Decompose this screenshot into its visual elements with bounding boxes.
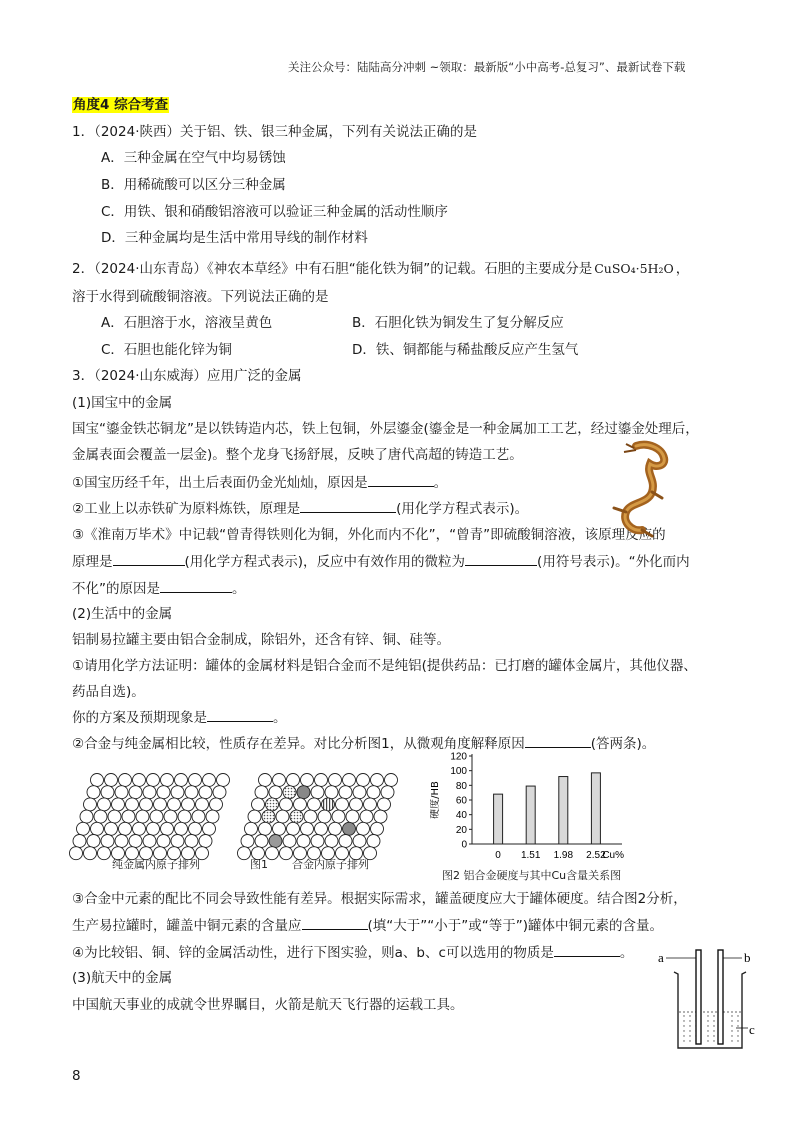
q1-option-a: A．三种金属在空气中均易锈蚀 [101,150,286,166]
x-tick-label: 0 [495,850,501,861]
metal-atom [119,822,132,835]
q3-section2-title: (2)生活中的金属 [72,606,173,622]
y-axis-label: 硬度/HB [430,781,441,819]
pure-metal-lattice [70,774,230,860]
metal-atom [269,786,282,799]
metal-atom [73,835,86,848]
y-tick-label: 20 [455,824,467,836]
metal-atom [360,810,373,823]
metal-atom [304,810,317,823]
bar [559,777,568,844]
y-tick-label: 60 [455,795,467,807]
q2-stem-line2: 溶于水得到硫酸铜溶液。下列说法正确的是 [72,289,329,305]
metal-atom [164,810,177,823]
fig1-label: 图1 [250,858,268,871]
metal-atom [98,798,111,811]
metal-atom [357,822,370,835]
bar [526,786,535,844]
metal-atom [143,786,156,799]
answer-blank [525,733,591,748]
metal-atom [259,774,272,787]
metal-atom [84,847,97,860]
q2-option-d: D．铁、铜都能与稀盐酸反应产生氢气 [352,342,579,358]
y-tick-label: 100 [450,766,467,778]
metal-atom [87,786,100,799]
metal-atom [199,786,212,799]
metal-atom [301,774,314,787]
metal-atom [213,786,226,799]
metal-atom [136,810,149,823]
metal-atom [357,774,370,787]
metal-atom [203,774,216,787]
metal-atom [199,835,212,848]
x-tick-label: 1.51 [520,850,541,861]
metal-atom [245,822,258,835]
metal-atom [101,835,114,848]
metal-atom [189,774,202,787]
q3-2a-line2: 药品自选)。 [72,684,145,700]
metal-atom [143,835,156,848]
q2-option-c: C．石胆也能化锌为铜 [101,342,232,358]
q2-formula: CuSO₄·5H₂O [594,261,674,276]
metal-atom [150,810,163,823]
q3-2c-line2: 生产易拉罐时，罐盖中铜元素的含量应 (填“大于”“小于”或“等于”)罐体中铜元素的含量。 [72,915,663,936]
q3-stem: 3．（2024·山东威海）应用广泛的金属 [72,368,302,384]
metal-atom [252,798,265,811]
metal-atom [280,847,293,860]
fig1-left-caption: 纯金属内原子排列 [112,858,200,871]
x-axis-label: Cu% [602,850,624,861]
metal-atom [175,774,188,787]
alloy-atom [343,822,356,835]
label-b: b [744,950,751,965]
metal-atom [105,774,118,787]
q3-1c: ③《淮南万毕术》中记载“曾青得铁则化为铜，外化而内不化”，“曾青”即硫酸铜溶液，该原理反应的 [72,527,666,543]
q3-paragraph3: 铝制易拉罐主要由铝合金制成，除铝外，还含有锌、铜、硅等。 [72,632,450,648]
metal-atom [364,798,377,811]
metal-atom [378,798,391,811]
answer-blank [554,942,620,957]
fig2-caption: 图2 铝合金硬度与其中Cu含量关系图 [442,869,622,882]
metal-atom [147,822,160,835]
metal-atom [332,810,345,823]
metal-atom [329,774,342,787]
metal-atom [133,822,146,835]
q3-2b: ②合金与纯金属相比较，性质存在差异。对比分析图1，从微观角度解释原因 (答两条)。 [72,733,655,754]
metal-atom [210,798,223,811]
metal-atom [80,810,93,823]
metal-atom [343,774,356,787]
q1-option-d: D．三种金属均是生活中常用导线的制作材料 [101,230,368,246]
metal-atom [108,810,121,823]
metal-atom [115,786,128,799]
metal-atom [259,822,272,835]
metal-atom [283,835,296,848]
metal-atom [336,798,349,811]
metal-atom [248,810,261,823]
metal-atom [154,798,167,811]
metal-atom [112,798,125,811]
metal-atom [367,786,380,799]
metal-atom [129,835,142,848]
y-tick-label: 0 [461,839,467,851]
bar [591,773,600,844]
fig1-right-caption: 合金内原子排列 [292,858,369,871]
metal-atom [280,798,293,811]
electrode-a [696,950,701,1044]
metal-atom [287,774,300,787]
metal-atom [311,835,324,848]
electrode-b [718,950,723,1044]
metal-atom [178,810,191,823]
answer-blank [113,551,185,566]
alloy-atom [297,786,310,799]
metal-atom [350,798,363,811]
q3-section3-title: (3)航天中的金属 [72,970,173,986]
metal-atom [140,798,153,811]
metal-atom [353,786,366,799]
alloy-atom [322,798,335,811]
q3-1a: ①国宝历经千年，出土后表面仍金光灿灿，原因是 。 [72,472,447,493]
metal-atom [185,835,198,848]
metal-atom [367,835,380,848]
alloy-atom [266,798,279,811]
metal-atom [161,774,174,787]
metal-atom [353,835,366,848]
metal-atom [385,774,398,787]
metal-atom [192,810,205,823]
metal-atom [325,835,338,848]
q3-2a: ①请用化学方法证明：罐体的金属材料是铝合金而不是纯铝(提供药品：已打磨的罐体金属片，其他仪器、 [72,658,697,674]
metal-atom [175,822,188,835]
metal-atom [318,810,331,823]
x-tick-label: 2.52 [586,850,606,861]
page-header: 关注公众号：陆陆高分冲刺 ~领取：最新版“小中高考-总复习”、最新试卷下载 [288,60,686,74]
metal-atom [371,774,384,787]
figure2-chart [430,748,660,864]
answer-blank [160,578,232,593]
metal-atom [171,786,184,799]
metal-atom [182,798,195,811]
metal-atom [196,798,209,811]
answer-blank [302,915,368,930]
metal-atom [84,798,97,811]
answer-blank [368,472,434,487]
metal-atom [91,822,104,835]
x-tick-label: 1.98 [553,850,574,861]
metal-atom [294,798,307,811]
alloy-atom [269,835,282,848]
metal-atom [339,786,352,799]
q3-2d: ④为比较铝、铜、锌的金属活动性，进行下图实验，则a、b、c可以选用的物质是 。 [72,942,633,963]
q3-paragraph2: 金属表面会覆盖一层金)。整个龙身飞扬舒展，反映了唐代高超的铸造工艺。 [72,447,523,463]
metal-atom [315,774,328,787]
metal-atom [168,798,181,811]
q2-option-b: B．石胆化铁为铜发生了复分解反应 [352,315,564,331]
q2-option-a: A．石胆溶于水，溶液呈黄色 [101,315,273,331]
metal-atom [315,822,328,835]
q1-option-c: C．用铁、银和硝酸铝溶液可以验证三种金属的活动性顺序 [101,204,448,220]
metal-atom [339,835,352,848]
metal-atom [346,810,359,823]
dragon-artifact-image [596,440,670,540]
metal-atom [255,786,268,799]
metal-atom [301,822,314,835]
page-number: 8 [72,1068,81,1084]
q3-paragraph1: 国宝“鎏金铁芯铜龙”是以铁铸造内芯，铁上包铜，外层鎏金(鎏金是一种金属加工工艺，经过鎏金处理后， [72,421,699,437]
q3-2c: ③合金中元素的配比不同会导致性能有差异。根据实际需求，罐盖硬度应大于罐体硬度。结合图2分析， [72,891,687,907]
answer-blank [465,551,537,566]
section-title: 角度4 综合考查 [73,97,169,113]
y-tick-label: 120 [450,751,467,763]
y-tick-label: 40 [455,810,467,822]
alloy-lattice [238,774,398,860]
q3-1c-line2: 原理是 (用化学方程式表示)，反应中有效作用的微粒为 (用符号表示)。“外化而内 [72,551,690,572]
metal-atom [189,822,202,835]
metal-atom [203,822,216,835]
q1-stem: 1．（2024·陕西）关于铝、铁、银三种金属，下列有关说法正确的是 [72,124,477,140]
q3-paragraph4: 中国航天事业的成就令世界瞩目，火箭是航天飞行器的运载工具。 [72,997,464,1013]
metal-atom [87,835,100,848]
metal-atom [157,786,170,799]
q2-stem: 2．（2024·山东青岛）《神农本草经》中有石胆“能化铁为铜”的记载。石胆的主要成分是 CuSO₄·5H₂O ， [72,261,690,277]
metal-atom [287,822,300,835]
metal-atom [129,786,142,799]
metal-atom [91,774,104,787]
metal-atom [273,774,286,787]
metal-atom [185,786,198,799]
q1-option-b: B．用稀硫酸可以区分三种金属 [101,177,286,193]
metal-atom [105,822,118,835]
metal-atom [329,822,342,835]
metal-atom [147,774,160,787]
metal-atom [371,822,384,835]
q3-section1-title: (1)国宝中的金属 [72,395,173,411]
metal-atom [217,774,230,787]
metal-atom [171,835,184,848]
q3-2a-line3: 你的方案及预期现象是 。 [72,707,287,728]
metal-atom [308,798,321,811]
y-tick-label: 80 [455,780,467,792]
metal-atom [133,774,146,787]
q3-1c-line3: 不化”的原因是 。 [72,578,246,599]
alloy-atom [290,810,303,823]
metal-atom [157,835,170,848]
metal-atom [255,835,268,848]
answer-blank [207,707,273,722]
beaker-apparatus [656,944,760,1056]
answer-blank [300,498,396,513]
metal-atom [238,847,251,860]
alloy-atom [262,810,275,823]
metal-atom [101,786,114,799]
q3-1b: ②工业上以赤铁矿为原料炼铁，原理是 (用化学方程式表示)。 [72,498,528,519]
label-a: a [658,950,664,965]
metal-atom [381,786,394,799]
bar [494,794,503,844]
label-c: c [749,1022,755,1037]
metal-atom [241,835,254,848]
metal-atom [122,810,135,823]
metal-atom [77,822,90,835]
metal-atom [273,822,286,835]
metal-atom [206,810,219,823]
metal-atom [161,822,174,835]
metal-atom [374,810,387,823]
metal-atom [297,835,310,848]
metal-atom [276,810,289,823]
metal-atom [311,786,324,799]
metal-atom [119,774,132,787]
metal-atom [94,810,107,823]
metal-atom [126,798,139,811]
metal-atom [325,786,338,799]
metal-atom [98,847,111,860]
metal-atom [115,835,128,848]
alloy-atom [283,786,296,799]
metal-atom [70,847,83,860]
